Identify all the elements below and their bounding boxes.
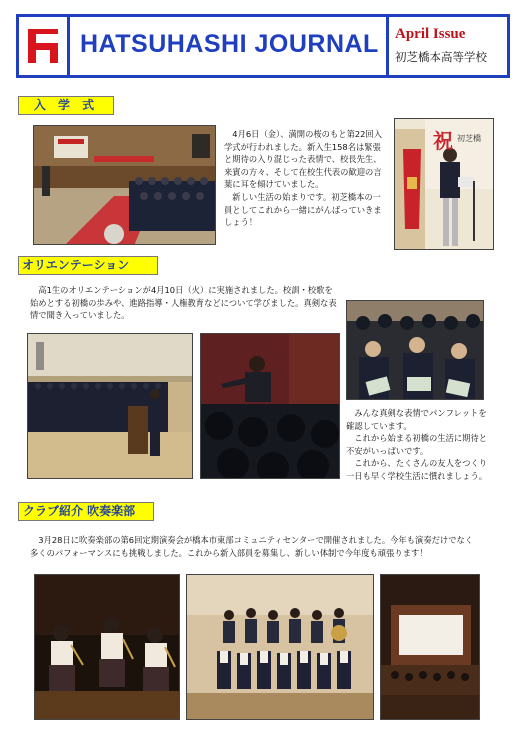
banner-celebration-char: 祝 [433, 129, 453, 153]
title-box [70, 17, 389, 75]
gym-assembly-image [28, 334, 193, 479]
section-heading-club: クラブ紹介 吹奏楽部 [18, 502, 154, 521]
photo-entrance-ceremony-hall [33, 125, 216, 245]
journal-title: HATSUHASHI JOURNAL [80, 30, 379, 58]
club-article-text: 3月28日に吹奏楽部の第6回定期演奏会が橋本市東部コミュニティセンターで開催されました。今年も演奏だけでなく多くのパフォーマンスにも挑戦しました。これから新入部員を募集し、新しい体制で今年度も頑張ります！ [30, 535, 474, 558]
section-heading-entrance: 入 学 式 [18, 96, 114, 115]
entrance-article-text: 4月6日（金）、満開の桜のもと第22回入学式が行われました。新入生158名は緊張と期待の入り混じった表情で、校長先生、来賓の方々、そして在校生代表の歓迎の言葉に耳を傾けていました。 新しい生活の始まりです。初芝橋本の一員としてこれから一緒にがんばっていきましょう！ [224, 129, 383, 228]
orientation-article-text: 高1生のオリエンテーションが4月10日（火）に実施されました。校訓・校歌を始めとする初橋の歩みや、進路指導・人権教育などについて学びました。真剣な表情で聞き入っていました。 [30, 285, 337, 321]
ceremony-hall-image [34, 126, 216, 245]
photo-club-hall [380, 574, 480, 720]
banner-school-text: 初芝橋 [457, 134, 481, 143]
orientation-side-text: みんな真剣な表情でパンフレットを確認しています。 これから始まる初橋の生活に期待と不安がいっぱいです。 これから、たくさんの友人をつくり一日も早く学校生活に慣れましょう。 [346, 408, 488, 481]
school-logo-icon [28, 29, 58, 63]
photo-orientation-students [346, 300, 484, 400]
photo-club-band [34, 574, 180, 720]
concert-hall-image [381, 575, 480, 720]
section-heading-orientation: オリエンテーション [18, 256, 158, 275]
students-pamphlet-image [347, 301, 484, 400]
issue-label: April Issue [395, 26, 466, 42]
photo-orientation-gym [27, 333, 193, 479]
stage-speaker-image [201, 334, 340, 479]
masthead [16, 14, 510, 78]
band-group-image [187, 575, 374, 720]
photo-orientation-speaker [200, 333, 340, 479]
band-performing-image [35, 575, 180, 720]
logo-box [19, 17, 70, 75]
photo-entrance-speaker [394, 118, 494, 250]
school-name: 初芝橋本高等学校 [395, 50, 487, 64]
photo-club-group [186, 574, 374, 720]
